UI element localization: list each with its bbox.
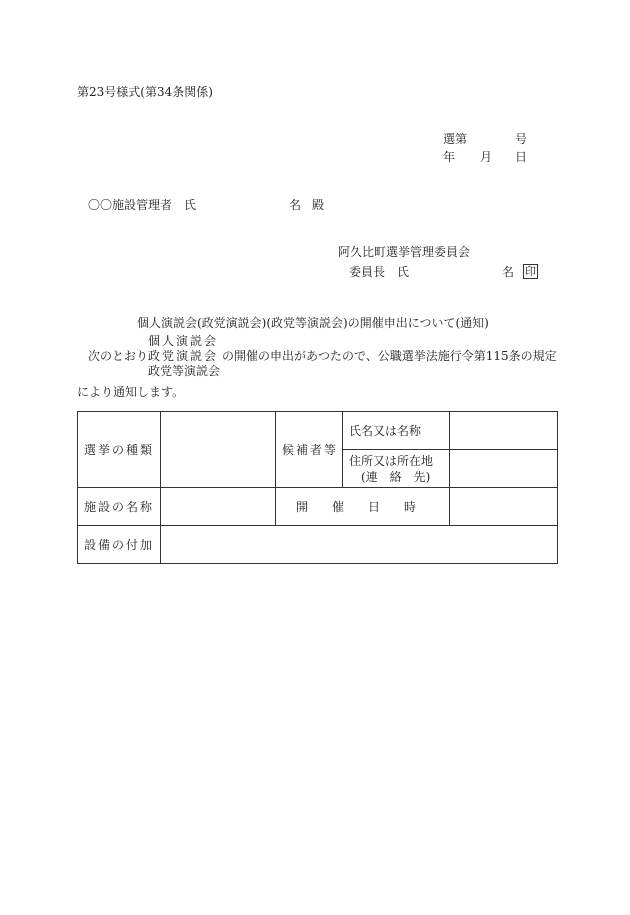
value-datetime bbox=[450, 488, 558, 526]
date-year: 年 bbox=[443, 150, 456, 164]
body-tail: により通知します。 bbox=[77, 385, 185, 399]
body-prefix: 次のとおり bbox=[88, 349, 149, 363]
label-address-main: 住所又は所在地 bbox=[349, 454, 434, 468]
label-equipment: 設備の付加 bbox=[78, 526, 161, 564]
value-name-or-title bbox=[450, 412, 558, 450]
label-facility-name: 施設の名称 bbox=[78, 488, 161, 526]
body-option-2: 政党演説会 bbox=[148, 349, 219, 363]
subject-title: 個人演説会(政党演説会)(政党等演説会)の開催申出について(通知) bbox=[137, 316, 489, 330]
value-address bbox=[450, 450, 558, 488]
form-number: 第23号様式(第34条関係) bbox=[77, 85, 213, 99]
value-election-type bbox=[161, 412, 276, 488]
doc-number-suffix: 号 bbox=[515, 132, 528, 146]
notice-table bbox=[77, 411, 558, 564]
label-datetime: 開 催 日 時 bbox=[276, 488, 450, 526]
doc-number-prefix: 選第 bbox=[443, 132, 468, 146]
label-candidate: 候補者等 bbox=[276, 412, 343, 488]
value-equipment bbox=[161, 526, 558, 564]
body-middle: の開催の申出があつたので、公職選挙法施行令第115条の規定 bbox=[222, 349, 557, 363]
addressee-name-tail: 名 bbox=[289, 198, 302, 212]
value-facility-name bbox=[161, 488, 276, 526]
sender-org: 阿久比町選挙管理委員会 bbox=[338, 245, 471, 259]
label-address-contact: (連 絡 先) bbox=[361, 470, 431, 484]
date-month: 月 bbox=[480, 150, 493, 164]
addressee-honorific: 殿 bbox=[312, 198, 325, 212]
label-address bbox=[343, 450, 450, 488]
date-day: 日 bbox=[515, 150, 528, 164]
label-election-type: 選挙の種類 bbox=[78, 412, 161, 488]
sender-name-label: 名 bbox=[502, 265, 515, 279]
body-option-3: 政党等演説会 bbox=[148, 364, 221, 378]
seal-text: 印 bbox=[525, 265, 536, 278]
seal-stamp bbox=[523, 264, 538, 279]
sender-title: 委員長 氏 bbox=[349, 265, 410, 279]
label-name-or-title: 氏名又は名称 bbox=[343, 412, 450, 450]
body-option-1: 個人演説会 bbox=[148, 334, 219, 348]
addressee-name: 〇〇施設管理者 氏 bbox=[88, 198, 197, 212]
